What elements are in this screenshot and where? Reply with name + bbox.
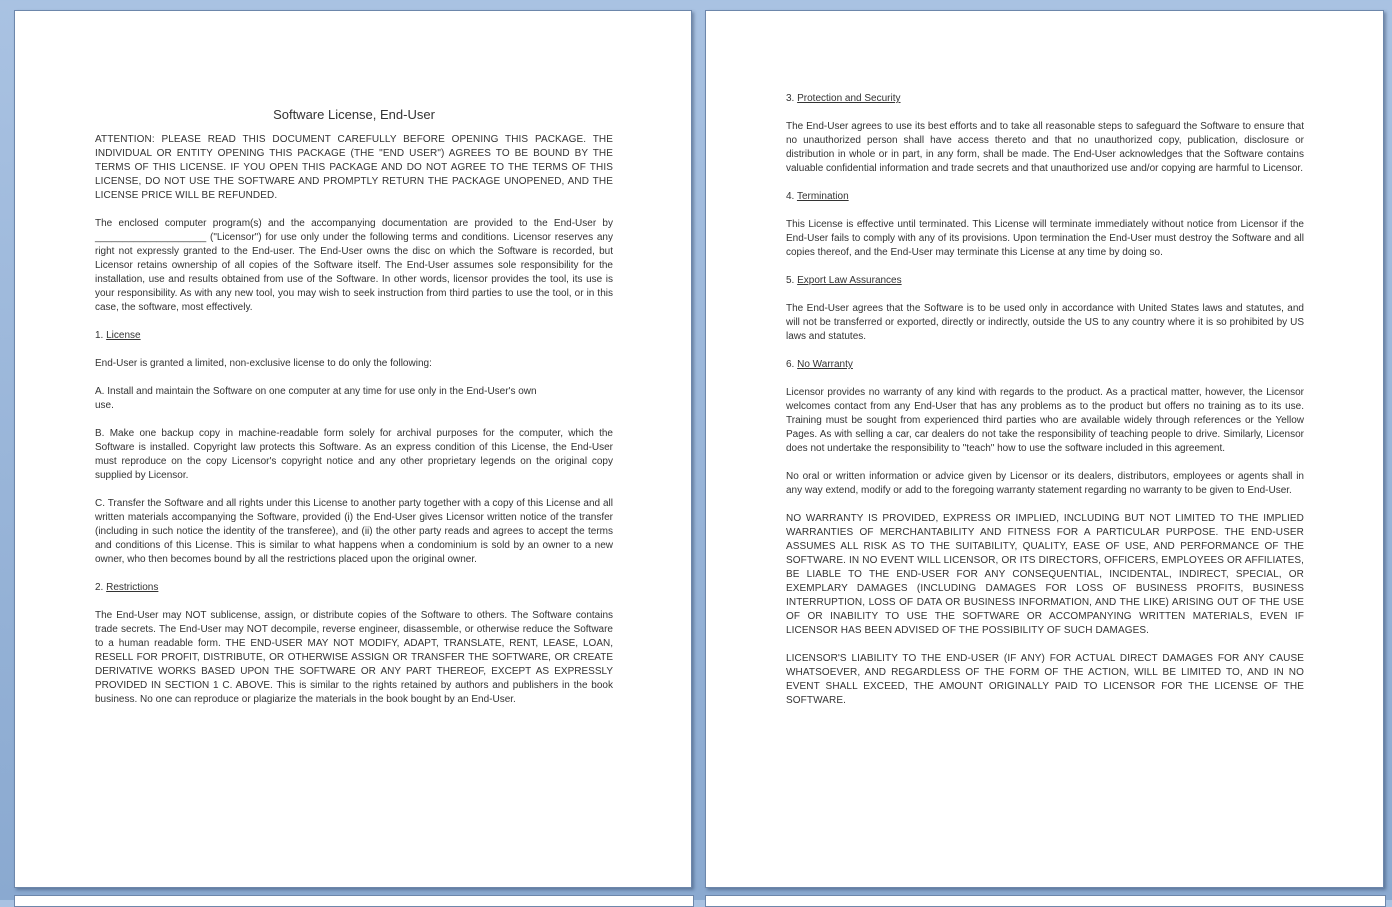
section-number: 5. <box>786 275 795 286</box>
section-heading-no-warranty <box>786 358 1304 372</box>
no-warranty-paragraph-1: Licensor provides no warranty of any kind with regards to the product. As a practical matter, however, the Licensor welcomes contact from any End-User that has any problems as to the product but offers no training as to its use. Training must be sought from experienced third parties who are available widely through references or the Yellow Pages. As with selling a car, car dealers do not take the responsibility of teaching people to drive. Similarly, Licensor does not undertake the responsibility to "teach" how to use the software included in this agreement. <box>786 387 1304 454</box>
section-title: Termination <box>796 191 849 202</box>
page-2-content <box>786 11 1304 722</box>
document-page-1 <box>14 10 692 888</box>
no-warranty-paragraph-3: NO WARRANTY IS PROVIDED, EXPRESS OR IMPLIED, INCLUDING BUT NOT LIMITED TO THE IMPLIED WARRANTIES OF MERCHANTABILITY AND FITNESS FOR A PARTICULAR PURPOSE. THE END-USER ASSUMES ALL RISK AS TO THE SUITABILITY, QUALITY, EASE OF USE, AND PERFORMANCE OF THE SOFTWARE. IN NO EVENT WILL LICENSOR, OR ITS DIRECTORS, OFFICERS, EMPLOYEES OR AFFILIATES, BE LIABLE TO THE END-USER FOR ANY CONSEQUENTIAL, INCIDENTAL, INDIRECT, SPECIAL, OR EXEMPLARY DAMAGES (INCLUDING DAMAGES FOR LOSS OF BUSINESS PROFITS, BUSINESS INTERRUPTION, LOSS OF DATA OR BUSINESS INFORMATION, AND THE LIKE) ARISING OUT OF THE USE OF OR INABILITY TO USE THE SOFTWARE OR ACCOMPANYING WRITTEN MATERIALS, EVEN IF LICENSOR HAS BEEN ADVISED OF THE POSSIBILITY OF SUCH DAMAGES. <box>786 513 1304 636</box>
export-paragraph: The End-User agrees that the Software is to be used only in accordance with United States laws and statutes, and will not be transferred or exported, directly or indirectly, outside the US to any country where it is so prohibited by US laws and statutes. <box>786 303 1304 342</box>
section-heading-termination <box>786 190 1304 204</box>
license-intro-paragraph: End-User is granted a limited, non-exclusive license to do only the following: <box>95 358 432 369</box>
section-heading-export <box>786 274 1304 288</box>
no-warranty-paragraph-2: No oral or written information or advice given by Licensor or its dealers, distributors, employees or agents shall in any way extend, modify or add to the foregoing warranty statement regarding no warranty to be given to End-User. <box>786 471 1304 496</box>
termination-paragraph: This License is effective until terminated. This License will terminate immediately without notice from Licensor if the End-User fails to comply with any of its provisions. Upon termination the End-User must destroy the Software and all copies thereof, and the End-User may terminate this License at any time by doing so. <box>786 219 1304 258</box>
section-number: 1. <box>95 330 104 341</box>
section-number: 4. <box>786 191 795 202</box>
section-title: No Warranty <box>797 359 853 370</box>
document-page-2 <box>705 10 1384 888</box>
document-title: Software License, End-User <box>273 107 435 122</box>
section-number: 2. <box>95 582 104 593</box>
attention-paragraph: ATTENTION: PLEASE READ THIS DOCUMENT CAREFULLY BEFORE OPENING THIS PACKAGE. THE INDIVIDUAL OR ENTITY OPENING THIS PACKAGE (THE "END USER") AGREES TO BE BOUND BY THE TERMS OF THIS LICENSE. IF YOU OPEN THIS PACKAGE AND DO NOT AGREE TO THE TERMS OF THIS LICENSE, DO NOT USE THE SOFTWARE AND PROMPTLY RETURN THE PACKAGE UNOPENED, AND THE LICENSE PRICE WILL BE REFUNDED. <box>95 134 613 201</box>
section-heading-protection <box>786 92 1304 106</box>
section-title: License <box>106 330 141 341</box>
section-title: Restrictions <box>106 582 159 593</box>
intro-paragraph: The enclosed computer program(s) and the accompanying documentation are provided to the End-User by ____________________ ("Licensor") for use only under the following terms and conditions. Licensor reserves any right not expressly granted to the End-user. The End-User owns the disc on which the Software is recorded, but Licensor retains ownership of all copies of the Software itself. The End-User assumes sole responsibility for the installation, use and results obtained from use of the Software. In other words, licensor provides the tool, its use is your responsibility. As with any new tool, you may wish to seek instruction from third parties to use the tool, or in this case, the software, most effectively. <box>95 218 613 313</box>
page-1-content <box>95 11 613 721</box>
restrictions-paragraph: The End-User may NOT sublicense, assign, or distribute copies of the Software to others. The Software contains trade secrets. The End-User may NOT decompile, reverse engineer, disassemble, or otherwise reduce the Software to a human readable form. THE END-USER MAY NOT MODIFY, ADAPT, TRANSLATE, RENT, LEASE, LOAN, RESELL FOR PROFIT, DISTRIBUTE, OR OTHERWISE ASSIGN OR TRANSFER THE SOFTWARE, OR CREATE DERIVATIVE WORKS BASED UPON THE SOFTWARE OR ANY PART THEREOF, EXCEPT AS EXPRESSLY PROVIDED IN SECTION 1 C. ABOVE. This is similar to the rights retained by authors and publishers in the book business. No one can reproduce or plagiarize the materials in the book bought by an End-User. <box>95 610 613 705</box>
license-clause-c: C. Transfer the Software and all rights under this License to another party together with a copy of this License and all written materials accompanying the Software, provided (i) the End-User gives Licensor written notice of the transfer (including in such notice the identity of the transferee), and (ii) the other party reads and agrees to accept the terms and conditions of this License. This is similar to what happens when a condominium is sold by an owner to a new owner, who then becomes bound by all the restrictions placed upon the original owner. <box>95 498 613 565</box>
license-clause-b: B. Make one backup copy in machine-readable form solely for archival purposes for the computer, which the Software is installed. Copyright law protects this Software. As an express condition of this License, the End-User must reproduce on the copy Licensor's copyright notice and any other proprietary legends on the original copy supplied by Licensor. <box>95 428 613 481</box>
section-heading-restrictions <box>95 581 613 595</box>
section-title: Export Law Assurances <box>797 275 902 286</box>
section-title: Protection and Security <box>797 93 901 104</box>
next-page-edge-right <box>705 895 1386 907</box>
section-heading-license <box>95 329 613 343</box>
protection-paragraph: The End-User agrees to use its best efforts and to take all reasonable steps to safeguard the Software to ensure that no unauthorized person shall have access thereto and that no unauthorized copy, publication, disclosure or distribution in whole or in part, in any form, shall be made. The End-User acknowledges that the Software contains valuable confidential information and trade secrets and that unauthorized use and/or copying are harmful to Licensor. <box>786 121 1304 174</box>
liability-paragraph: LICENSOR'S LIABILITY TO THE END-USER (IF ANY) FOR ACTUAL DIRECT DAMAGES FOR ANY CAUSE WHATSOEVER, AND REGARDLESS OF THE FORM OF THE ACTION, WILL BE LIMITED TO, AND IN NO EVENT SHALL EXCEED, THE AMOUNT ORIGINALLY PAID TO LICENSOR FOR THE LICENSE OF THE SOFTWARE. <box>786 653 1304 706</box>
next-page-edge-left <box>14 895 694 907</box>
section-number: 3. <box>786 93 795 104</box>
section-number: 6. <box>786 359 795 370</box>
license-clause-a: A. Install and maintain the Software on one computer at any time for use only in the End-User's own use. <box>95 386 537 411</box>
